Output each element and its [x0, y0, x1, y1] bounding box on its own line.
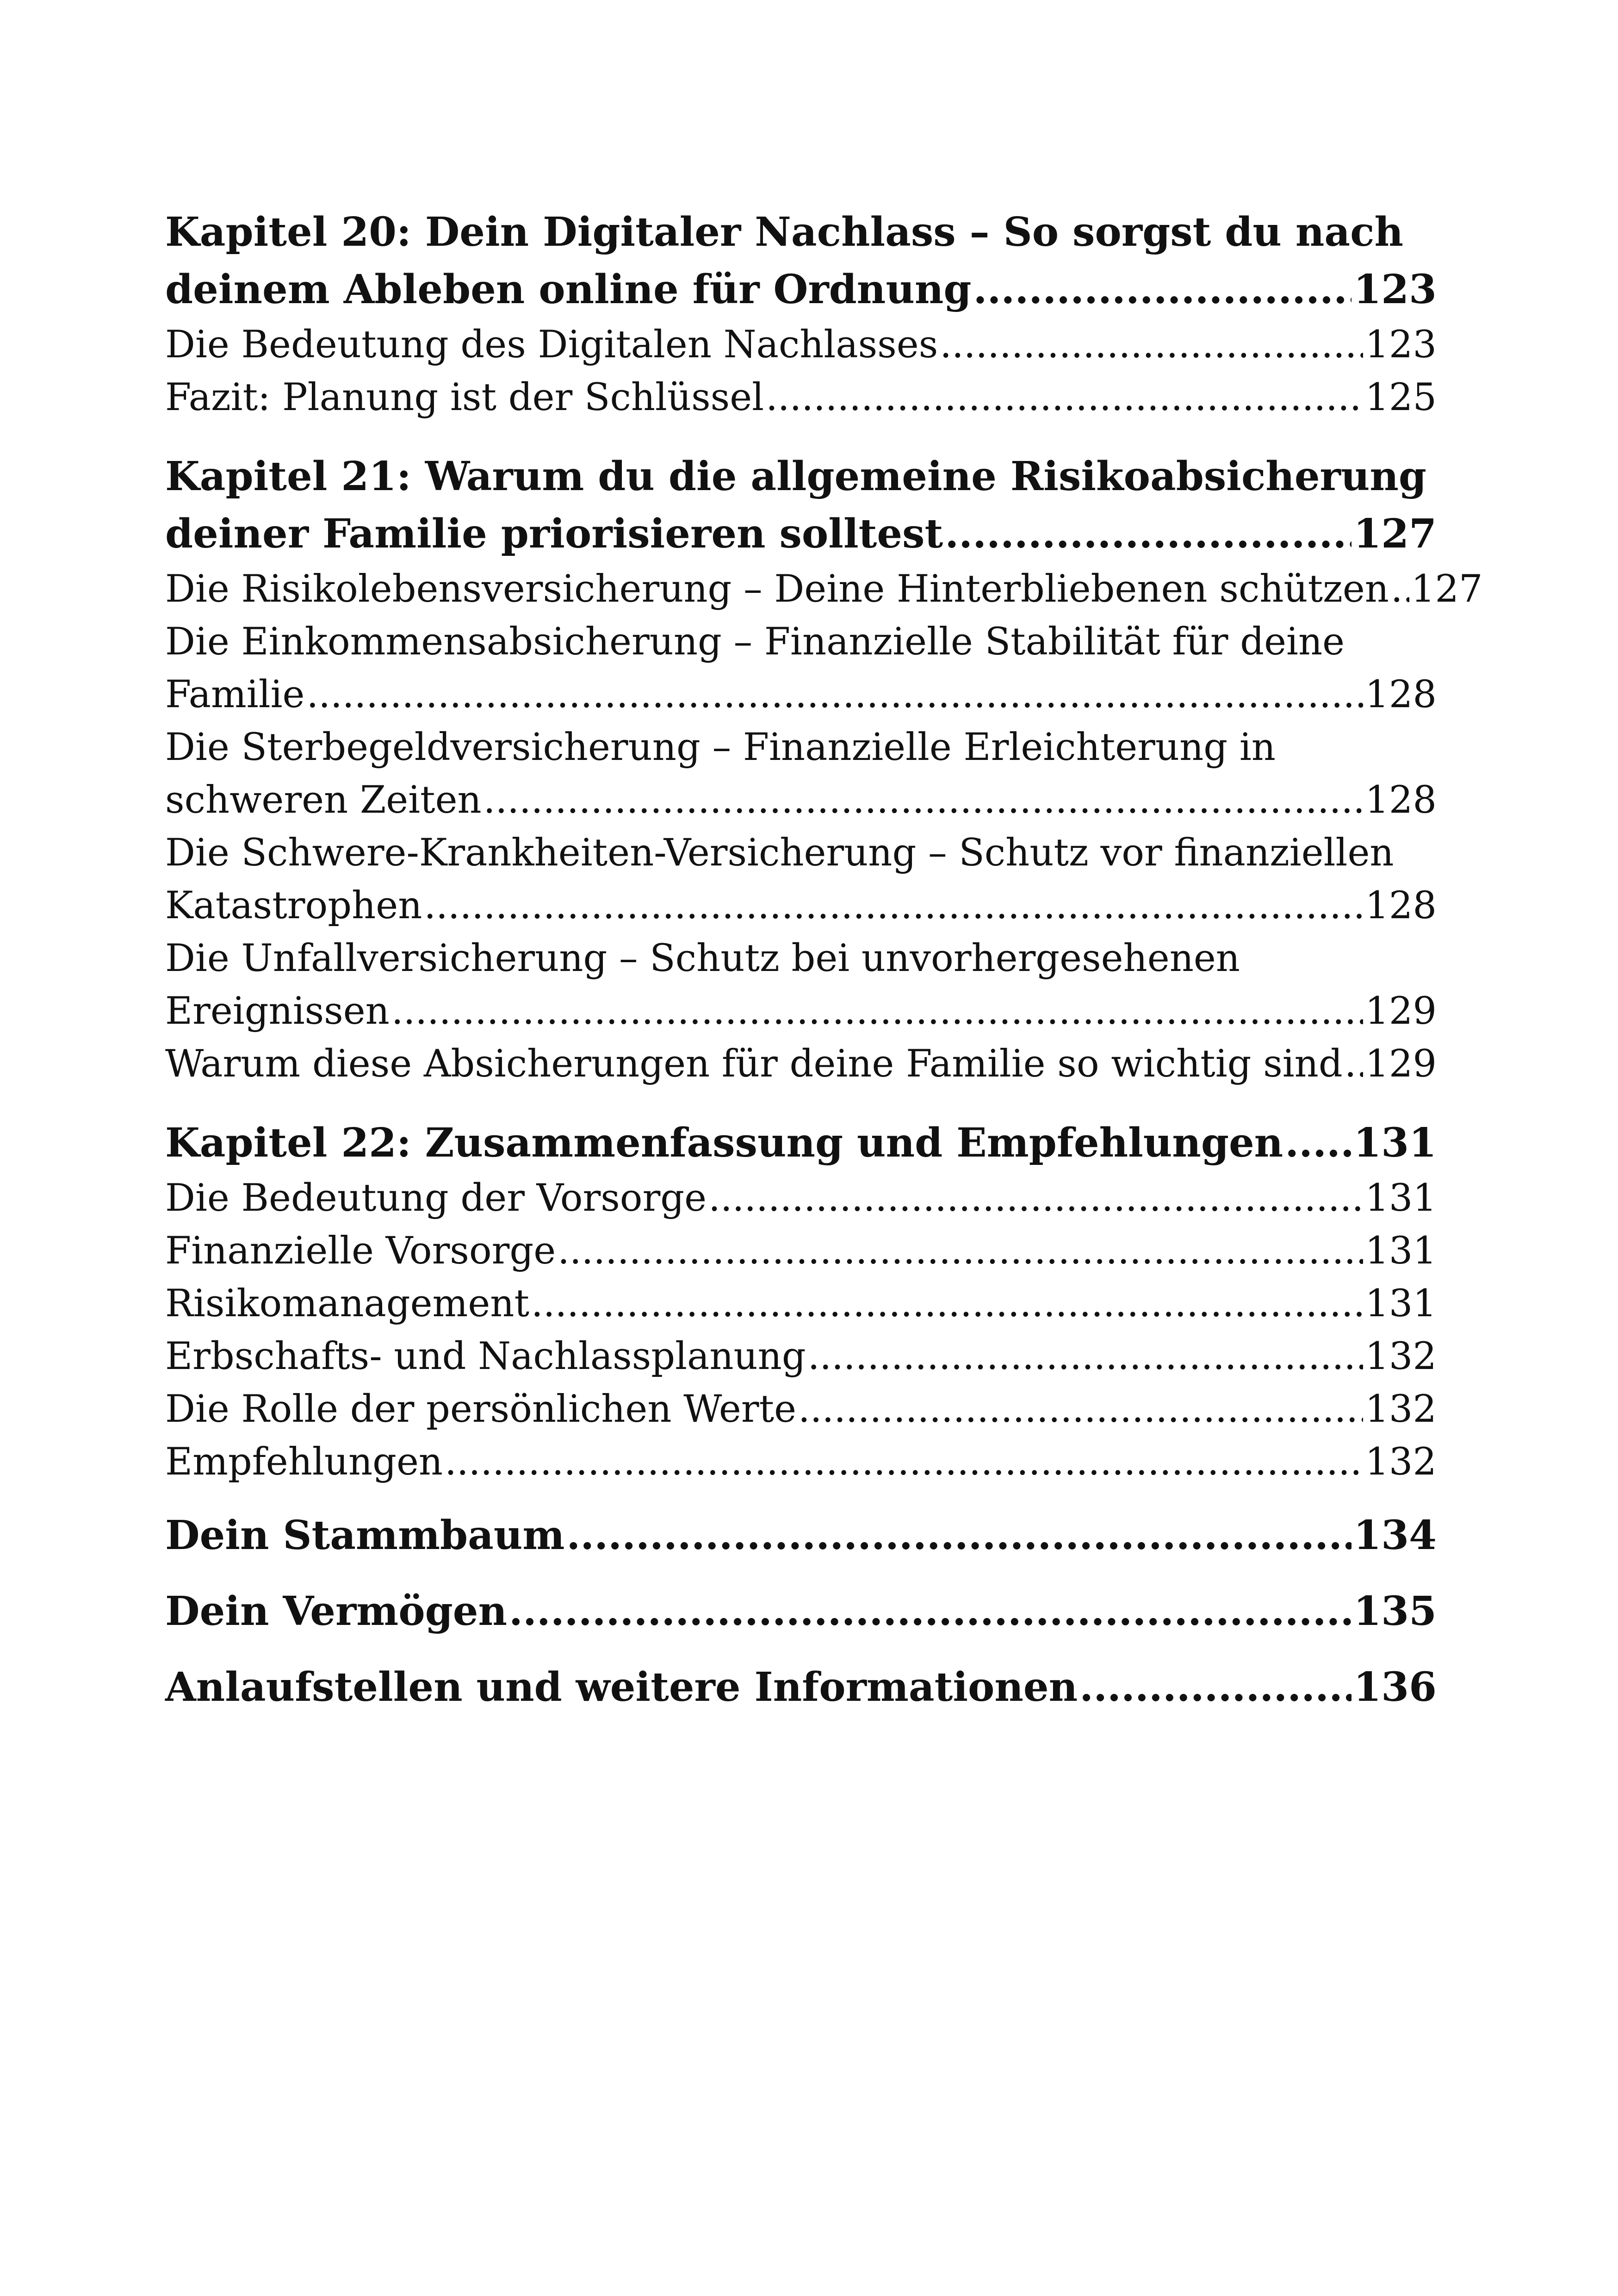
dot-leader	[566, 1507, 1351, 1564]
page-number: 128	[1365, 673, 1437, 716]
chapter-title: Anlaufstellen und weitere Informationen	[165, 1664, 1078, 1711]
subentry-title: Empfehlungen	[165, 1440, 443, 1484]
subentry-title: Familie	[165, 673, 305, 716]
dot-leader	[1079, 1659, 1351, 1716]
dot-leader	[766, 371, 1363, 424]
page-number: 127	[1411, 567, 1483, 611]
page-number: 131	[1353, 1120, 1437, 1166]
page-number: 131	[1365, 1176, 1437, 1220]
dot-leader	[808, 1330, 1364, 1383]
page-number: 134	[1353, 1512, 1437, 1559]
toc-subentry[interactable]	[165, 318, 1437, 371]
toc-chapter-20[interactable]	[165, 204, 1437, 318]
toc-subentry[interactable]	[165, 1383, 1437, 1436]
page-number: 136	[1353, 1664, 1437, 1711]
page-number: 132	[1365, 1388, 1437, 1431]
subentry-title-line: Die Sterbegeldversicherung – Finanzielle Erleichterung in	[165, 726, 1276, 769]
dot-leader	[708, 1172, 1363, 1225]
toc-subentry[interactable]	[165, 371, 1437, 424]
subentry-title-line: Die Schwere-Krankheiten-Versicherung – Schutz vor finanziellen	[165, 831, 1394, 875]
chapter-title: Dein Vermögen	[165, 1588, 508, 1635]
subentry-title: Fazit: Planung ist der Schlüssel	[165, 376, 764, 419]
toc-subentry[interactable]	[165, 1225, 1437, 1277]
dot-leader	[1285, 1114, 1351, 1172]
chapter-title: deiner Familie priorisieren solltest	[165, 510, 943, 557]
subentry-title: Finanzielle Vorsorge	[165, 1229, 556, 1273]
toc-subentry[interactable]	[165, 1436, 1437, 1488]
chapter-title-line	[165, 505, 1437, 563]
chapter-title: deinem Ableben online für Ordnung	[165, 266, 972, 313]
subentry-title-line	[165, 879, 1437, 932]
toc-entry-stammbaum[interactable]	[165, 1507, 1437, 1564]
dot-leader	[940, 318, 1363, 371]
toc-entry-anlaufstellen[interactable]	[165, 1659, 1437, 1716]
dot-leader	[558, 1225, 1363, 1277]
subentry-title: Die Bedeutung der Vorsorge	[165, 1176, 707, 1220]
subentry-title-line: Die Einkommensabsicherung – Finanzielle Stabilität für deine	[165, 620, 1345, 664]
chapter-title: Dein Stammbaum	[165, 1512, 565, 1559]
toc-subentry[interactable]	[165, 1277, 1437, 1330]
subentry-title: schweren Zeiten	[165, 778, 482, 822]
page-number: 128	[1365, 884, 1437, 927]
chapter-title-line	[165, 261, 1437, 318]
dot-leader	[531, 1277, 1363, 1330]
subentry-title-line: Die Unfallversicherung – Schutz bei unvorhergesehenen	[165, 937, 1240, 980]
subentry-title: Erbschafts- und Nachlassplanung	[165, 1335, 806, 1378]
toc-chapter-22[interactable]	[165, 1114, 1437, 1172]
toc-subentry[interactable]	[165, 827, 1437, 932]
subentry-title-line	[165, 668, 1437, 721]
page-number: 132	[1365, 1440, 1437, 1484]
dot-leader	[509, 1583, 1351, 1640]
dot-leader	[484, 774, 1364, 827]
dot-leader	[1345, 1038, 1364, 1090]
subentry-title-line	[165, 774, 1437, 827]
subentry-title: Warum diese Absicherungen für deine Familie so wichtig sind	[165, 1042, 1343, 1086]
chapter-title-line: Kapitel 21: Warum du die allgemeine Risikoabsicherung	[165, 453, 1427, 500]
subentry-title: Ereignissen	[165, 989, 390, 1033]
chapter-title-line: Kapitel 20: Dein Digitaler Nachlass – So sorgst du nach	[165, 209, 1404, 255]
dot-leader	[798, 1383, 1363, 1436]
page-number: 131	[1365, 1282, 1437, 1325]
toc-chapter-21[interactable]	[165, 448, 1437, 563]
chapter-title: Kapitel 22: Zusammenfassung und Empfehlungen	[165, 1120, 1283, 1166]
dot-leader	[306, 668, 1363, 721]
page-number: 125	[1365, 376, 1437, 419]
subentry-title-line	[165, 985, 1437, 1038]
dot-leader	[945, 505, 1351, 563]
subentry-title: Katastrophen	[165, 884, 422, 927]
page-number: 129	[1365, 1042, 1437, 1086]
page-number: 123	[1365, 323, 1437, 367]
subentry-title: Die Bedeutung des Digitalen Nachlasses	[165, 323, 938, 367]
dot-leader	[445, 1436, 1363, 1488]
toc-entry-vermoegen[interactable]	[165, 1583, 1437, 1640]
toc-subentry[interactable]	[165, 1038, 1437, 1090]
page-number: 131	[1365, 1229, 1437, 1273]
page-number: 123	[1353, 266, 1437, 313]
toc-subentry[interactable]	[165, 721, 1437, 827]
page-number: 127	[1353, 510, 1437, 557]
subentry-title: Risikomanagement	[165, 1282, 530, 1325]
toc-subentry[interactable]	[165, 1172, 1437, 1225]
toc-subentry[interactable]	[165, 616, 1437, 721]
dot-leader	[973, 261, 1352, 318]
page-number: 129	[1365, 989, 1437, 1033]
page-number: 128	[1365, 778, 1437, 822]
page-number: 132	[1365, 1335, 1437, 1378]
subentry-title: Die Risikolebensversicherung – Deine Hinterbliebenen schützen	[165, 567, 1389, 611]
dot-leader	[391, 985, 1364, 1038]
dot-leader	[424, 879, 1363, 932]
table-of-contents	[165, 204, 1483, 1716]
toc-subentry[interactable]	[165, 1330, 1437, 1383]
subentry-title: Die Rolle der persönlichen Werte	[165, 1388, 797, 1431]
toc-subentry[interactable]	[165, 932, 1437, 1038]
dot-leader	[1391, 563, 1409, 616]
page-number: 135	[1353, 1588, 1437, 1635]
toc-subentry[interactable]	[165, 563, 1483, 616]
